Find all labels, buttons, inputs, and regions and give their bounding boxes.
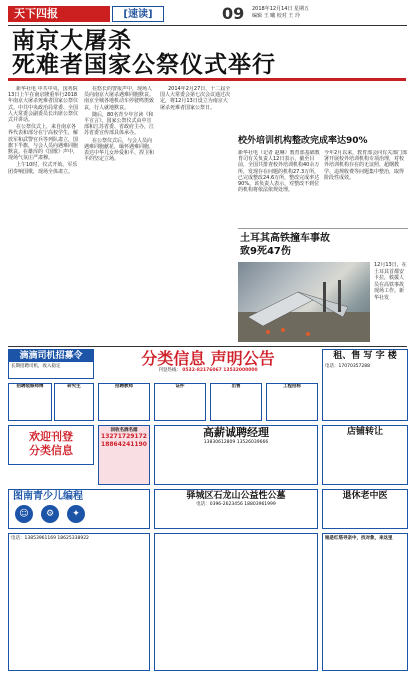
classifieds-banner — [98, 349, 318, 379]
classified-box3 — [98, 383, 150, 421]
section-tag: [速读] — [112, 6, 164, 22]
coding-school-ad — [8, 489, 150, 529]
article1-p5: 随后，80名青少年宣读《和平宣言》。国家公祭仪式由中宣部和江苏省委、省政府主办，江苏省委宣传部具体承办。 — [84, 111, 155, 137]
classifieds-phones — [98, 368, 318, 373]
classified-box5-title: 出售 — [231, 384, 241, 389]
shop-transfer-title: 店铺转让 — [346, 427, 383, 437]
classified-box3-title: 招聘教师 — [115, 384, 133, 389]
didi-ad-title: 滴滴司机招募令 — [9, 350, 93, 362]
robot-icon: ☺ — [15, 505, 33, 523]
manager-recruit-ad — [154, 425, 318, 485]
cemetery-phone: 电话：0396-2623456 18803961999 — [196, 502, 276, 507]
issue-date: 2018年12月14日 星期五 — [252, 6, 310, 12]
train-wreck-illustration — [238, 262, 370, 342]
classifieds-title: 分类信息 声明公告 — [141, 349, 275, 368]
article1-col1 — [8, 86, 80, 342]
classified-box6 — [266, 383, 318, 421]
headline-line2: 死难者国家公祭仪式举行 — [12, 52, 276, 78]
article1-p6: 在公祭仪式后，与会人员向遇难同胞献花，缅怀遇难同胞，表达中华儿女珍爱和平、捍卫和平的坚定立场。 — [84, 137, 155, 163]
recruit-left — [8, 425, 94, 465]
classified-box2 — [54, 383, 94, 421]
headline-divider — [8, 78, 406, 81]
office-rental-ad — [322, 349, 408, 421]
accident-photo — [238, 262, 370, 342]
classified-box4 — [154, 383, 206, 421]
cemetery-title: 驿城区石龙山公益性公墓 — [186, 491, 286, 501]
page-number: 09 — [222, 4, 245, 23]
classified-box2-title: 研究生 — [67, 384, 81, 389]
manager-recruit-phone: 13830612809 13526039666 — [203, 440, 269, 445]
editors-line: 编辑 王 曦 校对 王 玲 — [252, 13, 300, 19]
classifieds-phone-label: 刊登热线： — [158, 368, 181, 373]
didi-ad-sub: 长期招聘司机，收入稳定 — [11, 364, 61, 369]
shop-transfer-ad — [322, 425, 408, 485]
classified-box1-title: 招聘装修师傅 — [16, 384, 44, 389]
office-rental-phone: 电话：17070357288 — [325, 364, 370, 369]
header-rule — [8, 25, 407, 26]
article2-body2: 今年2月以来，教育部会同有关部门部署开展校外培训机构专项治理，对校外培训机构存在的无证照、超纲教学、违规收费等问题集中整治，取得阶段性成效。 — [324, 150, 408, 181]
office-rental-title: 租、售 写 字 楼 — [333, 351, 397, 361]
article3-title: 土耳其高铁撞车事故致9死47伤 — [240, 233, 330, 257]
liquor-recycle-ad — [98, 425, 150, 485]
school-phone: 电话：13853961169 18625338922 — [11, 536, 89, 541]
classifieds-phone1: 0532-82176067 — [182, 368, 222, 373]
article-divider — [238, 228, 408, 229]
liquor-recycle-title: 回收名酒名烟 — [110, 428, 138, 433]
article1-p4: 在悠长的警报声中，现场人员向南京大屠杀遇难同胞默哀。南京全城各地机动车停驶鸣笛致哀，行人就地默哀。 — [84, 86, 155, 111]
article1-col2 — [84, 86, 156, 342]
misc-classifieds — [154, 533, 318, 671]
article1-p1: 新华社电 中共中央、国务院13日上午在南京隆重举行2018年南京大屠杀死难者国家公祭仪式。中共中央政治局常委、全国人大常委会副委员长出席公祭仪式并讲话。 — [8, 86, 79, 124]
match-ad — [322, 533, 408, 671]
manager-recruit-title: 高薪诚聘经理 — [203, 426, 269, 439]
article1-p7: 2014年2月27日，十二届全国人大常委会第七次会议通过决定，将12月13日设立为南京大屠杀死难者国家公祭日。 — [160, 86, 231, 111]
article1-p2: 在公祭仪式上，来自南京各界代表和部分在宁高校学生，解放军和武警官兵等列队肃立，国旗下半旗，与会人员向遇难同胞默哀。在雄浑的《国歌》声中，现场气氛庄严肃穆。 — [8, 124, 79, 162]
article1-p3: 上午10时，仪式开始。军乐团奏响国歌，现场全体肃立。 — [8, 162, 78, 175]
python-icon: ✦ — [67, 505, 85, 523]
didi-ad — [8, 349, 94, 379]
headline-line1: 南京大屠杀 — [12, 28, 132, 54]
doctor-title: 退休老中医 — [342, 491, 388, 501]
classified-box5 — [210, 383, 262, 421]
coding-school-title: 图南青少儿编程 — [13, 491, 83, 502]
article2-title: 校外培训机构整改完成率达90% — [238, 136, 368, 146]
coding-school-icons — [9, 503, 149, 525]
classified-box1 — [8, 383, 52, 421]
classifieds-phone2: 13532000000 — [223, 368, 258, 373]
header-info — [252, 6, 407, 20]
article3-caption: 12月13日，在土耳其首都安卡拉，救援人员在高铁事故现场工作。新华社发 — [374, 262, 407, 301]
classifieds-rule — [8, 346, 407, 347]
newspaper-logo: 天下四报 — [8, 6, 110, 22]
cemetery-ad — [154, 489, 318, 529]
classified-box6-title: 工程招标 — [283, 384, 301, 389]
doctor-ad — [322, 489, 408, 529]
article2-body: 新华社电（记者 赵琳）教育部基础教育司有关负责人12日表示，截至目前，全国共排查校外培训机构40余万所，发现存在问题的机构27.3万所，已完成整改24.6万所，整改完成率达90%。该负责人表示，对整改不到位的机构将依法依规处理。 — [238, 150, 320, 194]
liquor-phone-b: 18864241190 — [101, 441, 147, 449]
welcome-ad-text: 欢迎刊登 分类信息 — [29, 430, 73, 457]
article1-col3 — [160, 86, 232, 342]
match-ad-title: 她是红塔寻亲中，找对象，来这里 — [325, 536, 393, 541]
liquor-phone-a: 13271729172 — [101, 433, 147, 441]
code-icon: ⚙ — [41, 505, 59, 523]
classified-box4-title: 证件 — [175, 384, 185, 389]
school-detail-ad — [8, 533, 150, 671]
